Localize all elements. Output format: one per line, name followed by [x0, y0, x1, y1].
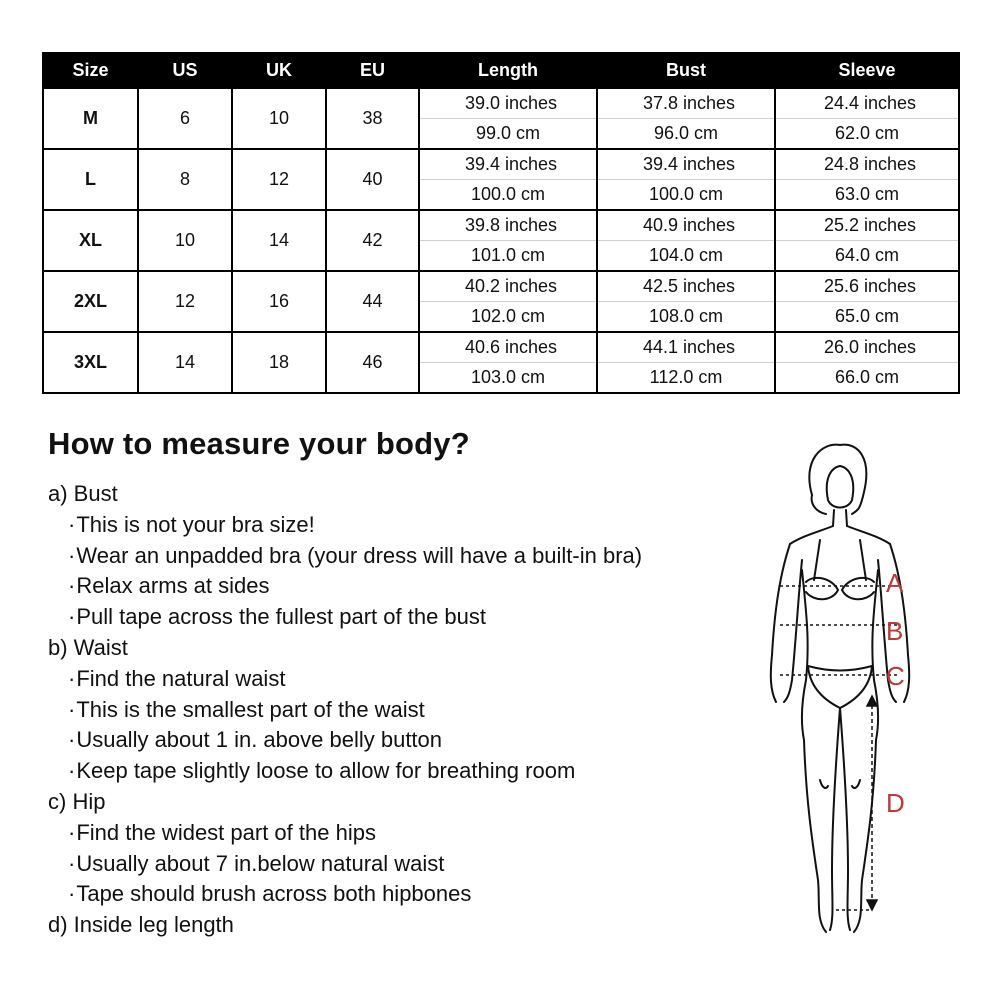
- marker-b: B: [886, 616, 904, 646]
- guide-tip-text: Keep tape slightly loose to allow for breathing room: [76, 758, 576, 784]
- size-cell: 2XL: [43, 271, 138, 332]
- bust-inches-value: 42.5 inches: [642, 276, 736, 296]
- inseam-arrow: [867, 696, 877, 910]
- bust-cm-value: 96.0 cm: [598, 118, 774, 148]
- guide-section-heading: d) Inside leg length: [48, 912, 234, 938]
- header-us: US: [138, 53, 232, 88]
- guide-tip: [48, 695, 642, 726]
- length-cm-value: 103.0 cm: [420, 362, 596, 392]
- sleeve-inches-value: 24.8 inches: [823, 154, 917, 174]
- us-cell: 6: [138, 88, 232, 149]
- eu-cell: 46: [326, 332, 419, 393]
- guide-tip-text: Tape should brush across both hipbones: [76, 881, 472, 907]
- table-row: [43, 88, 959, 149]
- length-inches-value: 40.2 inches: [464, 276, 558, 296]
- guide-tip: [48, 541, 642, 572]
- size-cell: 3XL: [43, 332, 138, 393]
- bust-inches-value: 37.8 inches: [642, 93, 736, 113]
- sleeve-inches-value: 25.6 inches: [823, 276, 917, 296]
- marker-c: C: [886, 661, 905, 691]
- table-row: [43, 332, 959, 393]
- body-measurement-figure: [740, 440, 980, 950]
- guide-tip-text: This is the smallest part of the waist: [76, 696, 425, 722]
- sleeve-cm-value: 62.0 cm: [776, 118, 958, 148]
- bust-inches-value: 40.9 inches: [642, 215, 736, 235]
- sleeve-cell: [775, 149, 959, 210]
- bust-inches-value: 39.4 inches: [642, 154, 736, 174]
- uk-cell: 12: [232, 149, 326, 210]
- sleeve-cm-value: 66.0 cm: [776, 362, 958, 392]
- length-cell: [419, 271, 597, 332]
- guide-tip-text: Usually about 1 in. above belly button: [76, 727, 443, 753]
- bust-cm-value: 112.0 cm: [598, 362, 774, 392]
- guide-tip: [48, 849, 642, 880]
- us-cell: 8: [138, 149, 232, 210]
- header-size: Size: [43, 53, 138, 88]
- table-header-row: [43, 53, 959, 88]
- header-bust: Bust: [597, 53, 775, 88]
- length-cm-value: 99.0 cm: [420, 118, 596, 148]
- length-inches-value: 39.8 inches: [464, 215, 558, 235]
- guide-tip: [48, 510, 642, 541]
- uk-cell: 14: [232, 210, 326, 271]
- us-cell: 12: [138, 271, 232, 332]
- guide-section-heading: b) Waist: [48, 634, 128, 660]
- length-cell: [419, 332, 597, 393]
- sleeve-cm-value: 64.0 cm: [776, 240, 958, 270]
- sleeve-cm-value: 63.0 cm: [776, 179, 958, 209]
- sleeve-cm-value: 65.0 cm: [776, 301, 958, 331]
- eu-cell: 42: [326, 210, 419, 271]
- bust-inches-value: 44.1 inches: [642, 337, 736, 357]
- table-row: [43, 149, 959, 210]
- guide-tip: [48, 756, 642, 787]
- measure-guide-list: [48, 479, 642, 941]
- eu-cell: 38: [326, 88, 419, 149]
- guide-tip-text: Find the widest part of the hips: [76, 819, 376, 845]
- guide-section-heading: c) Hip: [48, 788, 106, 814]
- table-row: [43, 271, 959, 332]
- bust-cell: [597, 210, 775, 271]
- header-eu: EU: [326, 53, 419, 88]
- us-cell: 10: [138, 210, 232, 271]
- bust-cell: [597, 271, 775, 332]
- guide-tip-text: Relax arms at sides: [76, 573, 270, 599]
- uk-cell: 18: [232, 332, 326, 393]
- size-cell: L: [43, 149, 138, 210]
- uk-cell: 16: [232, 271, 326, 332]
- eu-cell: 40: [326, 149, 419, 210]
- marker-d: D: [886, 788, 905, 818]
- guide-tip-text: Find the natural waist: [76, 665, 286, 691]
- length-cm-value: 102.0 cm: [420, 301, 596, 331]
- length-cell: [419, 149, 597, 210]
- guide-section-heading: a) Bust: [48, 481, 118, 506]
- header-length: Length: [419, 53, 597, 88]
- length-inches-value: 39.0 inches: [464, 93, 558, 113]
- length-inches-value: 39.4 inches: [464, 154, 558, 174]
- header-uk: UK: [232, 53, 326, 88]
- sleeve-cell: [775, 271, 959, 332]
- guide-tip-text: Pull tape across the fullest part of the bust: [76, 604, 487, 630]
- table-row: [43, 210, 959, 271]
- length-inches-value: 40.6 inches: [464, 337, 558, 357]
- length-cell: [419, 210, 597, 271]
- bust-cm-value: 104.0 cm: [598, 240, 774, 270]
- size-chart-table: [42, 52, 960, 394]
- bust-cm-value: 108.0 cm: [598, 301, 774, 331]
- guide-tip-text: Usually about 7 in.below natural waist: [76, 850, 445, 876]
- sleeve-cell: [775, 210, 959, 271]
- length-cell: [419, 88, 597, 149]
- us-cell: 14: [138, 332, 232, 393]
- measure-lines: [780, 586, 898, 910]
- eu-cell: 44: [326, 271, 419, 332]
- marker-a: A: [886, 568, 904, 598]
- sleeve-cell: [775, 88, 959, 149]
- header-sleeve: Sleeve: [775, 53, 959, 88]
- sleeve-inches-value: 25.2 inches: [823, 215, 917, 235]
- size-cell: XL: [43, 210, 138, 271]
- sleeve-cell: [775, 332, 959, 393]
- bust-cm-value: 100.0 cm: [598, 179, 774, 209]
- length-cm-value: 101.0 cm: [420, 240, 596, 270]
- measure-guide-title: How to measure your body?: [48, 426, 470, 461]
- guide-tip: [48, 602, 642, 633]
- guide-tip: [48, 818, 642, 849]
- guide-tip: [48, 664, 642, 695]
- guide-tip: [48, 725, 642, 756]
- bust-cell: [597, 332, 775, 393]
- guide-tip-text: This is not your bra size!: [76, 511, 315, 537]
- guide-tip-text: Wear an unpadded bra (your dress will have a built-in bra): [76, 542, 643, 568]
- guide-tip: [48, 879, 642, 910]
- length-cm-value: 100.0 cm: [420, 179, 596, 209]
- sleeve-inches-value: 26.0 inches: [823, 337, 917, 357]
- uk-cell: 10: [232, 88, 326, 149]
- guide-tip: [48, 571, 642, 602]
- bust-cell: [597, 149, 775, 210]
- size-cell: M: [43, 88, 138, 149]
- sleeve-inches-value: 24.4 inches: [823, 93, 917, 113]
- bust-cell: [597, 88, 775, 149]
